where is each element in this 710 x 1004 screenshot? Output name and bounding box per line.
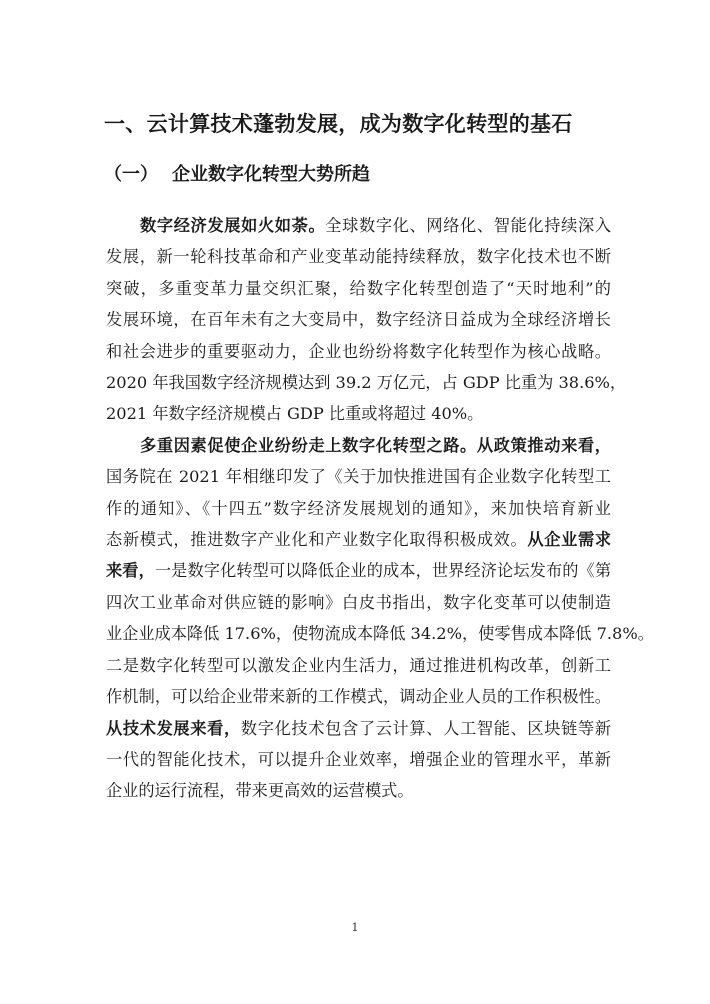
text-line bbox=[106, 273, 611, 304]
text-line bbox=[106, 681, 611, 712]
text-run: 作机制，可以给企业带来新的工作模式，调动企业人员的工作积极性。 bbox=[106, 687, 611, 707]
text-line bbox=[106, 587, 611, 618]
text-run: 全球数字化、网络化、智能化持续深入 bbox=[325, 216, 612, 235]
text-run: 和社会进步的重要驱动力，企业也纷纷将数字化转型作为核心战略。 bbox=[106, 341, 611, 361]
text-run: 数字化技术包含了云计算、人工智能、区块链等新 bbox=[240, 718, 612, 738]
text-line bbox=[106, 336, 611, 367]
text-line bbox=[106, 493, 611, 524]
bold-text-run: 从企业需求 bbox=[527, 530, 612, 550]
text-line bbox=[106, 367, 627, 398]
text-run: 国务院在 2021 年相继印发了《关于加快推进国有企业数字化转型工 bbox=[106, 467, 611, 487]
text-line bbox=[106, 430, 611, 461]
text-line bbox=[106, 461, 611, 492]
text-line bbox=[106, 210, 611, 241]
text-run: 态新模式，推进数字产业化和产业数字化取得积极成效。 bbox=[106, 530, 528, 550]
subsection-title: 企业数字化转型大势所趋 bbox=[172, 164, 370, 185]
bold-text-run: 来看， bbox=[106, 561, 155, 581]
text-run: 突破，多重变革力量交织汇聚，给数字化转型创造了“天时地利”的 bbox=[106, 278, 611, 298]
subsection-number: （一） bbox=[104, 164, 158, 185]
text-run: 2020 年我国数字经济规模达到 39.2 万亿元，占 GDP 比重为 38.6%， bbox=[106, 373, 627, 393]
text-run: 作的通知》、《十四五”数字经济发展规划的通知》，来加快培育新业 bbox=[106, 498, 611, 518]
text-line bbox=[106, 398, 611, 429]
body-text bbox=[106, 210, 654, 807]
text-line bbox=[106, 241, 611, 272]
text-run: 一是数字化转型可以降低企业的成本，世界经济论坛发布的《第 bbox=[154, 561, 612, 581]
page-number: 1 bbox=[351, 921, 359, 934]
text-line bbox=[106, 524, 611, 555]
text-run: 企业的运行流程，带来更高效的运营模式。 bbox=[106, 781, 414, 801]
text-run: 2021 年数字经济规模占 GDP 比重或将超过 40%。 bbox=[106, 404, 484, 424]
text-run: 四次工业革命对供应链的影响》白皮书指出，数字化变革可以使制造 bbox=[106, 592, 611, 612]
bold-text-run: 多重因素促使企业纷纷走上数字化转型之路。从政策推动来看， bbox=[140, 435, 611, 455]
paragraph bbox=[106, 210, 627, 430]
text-line bbox=[106, 713, 611, 744]
text-run: 业企业成本降低 17.6%，使物流成本降低 34.2%，使零售成本降低 7.8%。 bbox=[106, 624, 654, 644]
text-run: 一代的智能化技术，可以提升企业效率，增强企业的管理水平，革新 bbox=[106, 749, 611, 769]
text-line bbox=[106, 650, 611, 681]
text-run: 二是数字化转型可以激发企业内生活力，通过推进机构改革，创新工 bbox=[106, 655, 611, 675]
text-line bbox=[106, 744, 611, 775]
bold-text-run: 数字经济发展如火如荼。 bbox=[140, 216, 326, 235]
subsection-heading bbox=[104, 162, 624, 188]
text-line bbox=[106, 555, 611, 586]
bold-text-run: 从技术发展来看， bbox=[106, 718, 241, 738]
text-run: 发展环境，在百年未有之大变局中，数字经济日益成为全球经济增长 bbox=[106, 310, 611, 330]
paragraph bbox=[106, 430, 654, 807]
text-line bbox=[106, 304, 611, 335]
section-heading: 一、云计算技术蓬勃发展，成为数字化转型的基石 bbox=[104, 112, 573, 136]
text-line bbox=[106, 618, 654, 649]
text-run: 发展，新一轮科技革命和产业变革动能持续释放，数字化技术也不断 bbox=[106, 247, 611, 267]
text-line bbox=[106, 775, 611, 806]
